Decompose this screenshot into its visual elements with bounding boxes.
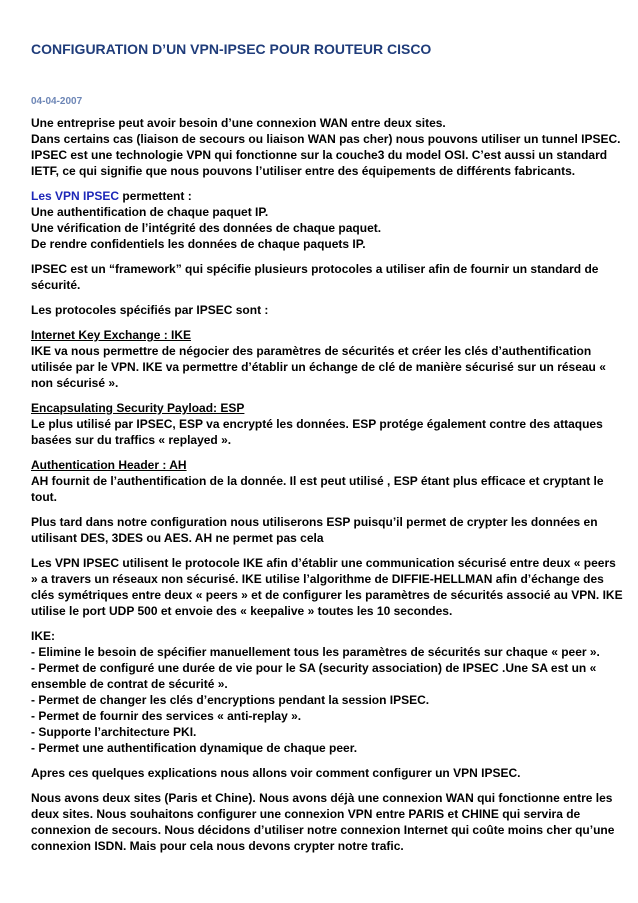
text-line: Les VPN IPSEC utilisent le protocole IKE afin d’établir une communication sécurisé entre deux « peers bbox=[31, 556, 616, 570]
vpn-ipsec-link[interactable]: Les VPN IPSEC bbox=[31, 189, 120, 203]
text-line: Dans certains cas (liaison de secours ou liaison WAN pas cher) nous pouvons utiliser un tunnel IPSEC. bbox=[31, 132, 621, 146]
text-line: tout. bbox=[31, 490, 57, 504]
features-paragraph bbox=[31, 188, 635, 252]
text-line: Une authentification de chaque paquet IP. bbox=[31, 205, 269, 219]
text-line: deux sites. Nous souhaitons configurer une connexion VPN entre PARIS et CHINE qui servira de bbox=[31, 807, 581, 821]
text-line: sécurité. bbox=[31, 278, 81, 292]
text-line: IKE va nous permettre de négocier des paramètres de sécurités et créer les clés d’authentification bbox=[31, 344, 592, 358]
intro-paragraph bbox=[31, 115, 635, 179]
ike-usage-paragraph bbox=[31, 555, 635, 619]
ah-heading: Authentication Header : AH bbox=[31, 458, 187, 472]
text-line: Nous avons deux sites (Paris et Chine). Nous avons déjà une connexion WAN qui fonctionne entre les bbox=[31, 791, 613, 805]
text-line: utilise le port UDP 500 et envoie des « keepalive » toutes les 10 secondes. bbox=[31, 604, 453, 618]
ike-benefits-list bbox=[31, 628, 635, 756]
text-line: De rendre confidentiels les données de chaque paquets IP. bbox=[31, 237, 366, 251]
text-line: connexion de secours. Nous décidons d’utiliser notre connexion Internet qui coûte moins cher qu’une bbox=[31, 823, 615, 837]
scenario-paragraph bbox=[31, 790, 635, 854]
document-body bbox=[31, 115, 635, 863]
ah-section bbox=[31, 457, 635, 505]
list-item: - Permet une authentification dynamique de chaque peer. bbox=[31, 741, 358, 755]
protocols-intro bbox=[31, 302, 635, 318]
ike-heading: Internet Key Exchange : IKE bbox=[31, 328, 192, 342]
text-line: Une vérification de l’intégrité des données de chaque paquet. bbox=[31, 221, 382, 235]
ike-section bbox=[31, 327, 635, 391]
text-line: Les protocoles spécifiés par IPSEC sont : bbox=[31, 303, 269, 317]
text-line: clés symétriques entre deux « peers » et de configurer les paramètres de sécurités associé au VPN. IKE bbox=[31, 588, 623, 602]
text-line bbox=[31, 188, 635, 204]
text-fragment: permettent : bbox=[119, 189, 192, 203]
text-line: Le plus utilisé par IPSEC, ESP va encrypté les données. ESP protége également contre des attaques bbox=[31, 417, 603, 431]
text-line: connexion ISDN. Mais pour cela nous devons crypter notre trafic. bbox=[31, 839, 404, 853]
text-line: » a travers un réseaux non sécurisé. IKE utilise l’algorithme de DIFFIE-HELLMAN afin d’échange des bbox=[31, 572, 604, 586]
list-heading: IKE: bbox=[31, 629, 55, 643]
text-line: non sécurisé ». bbox=[31, 376, 119, 390]
text-line: IPSEC est une technologie VPN qui fonctionne sur la couche3 du model OSI. C’est aussi un standard bbox=[31, 148, 608, 162]
esp-choice-paragraph bbox=[31, 514, 635, 546]
text-line: IPSEC est un “framework” qui spécifie plusieurs protocoles a utiliser afin de fournir un standard de bbox=[31, 262, 599, 276]
transition-paragraph bbox=[31, 765, 635, 781]
text-line: utilisant DES, 3DES ou AES. AH ne permet pas cela bbox=[31, 531, 324, 545]
text-line: Plus tard dans notre configuration nous utiliserons ESP puisqu’il permet de crypter les données en bbox=[31, 515, 598, 529]
list-item: ensemble de contrat de sécurité ». bbox=[31, 677, 228, 691]
list-item: - Permet de fournir des services « anti-replay ». bbox=[31, 709, 302, 723]
text-line: basées sur du traffics « replayed ». bbox=[31, 433, 232, 447]
text-line: IETF, ce qui signifie que nous pouvons l’utiliser entre des équipements de différents fabricants. bbox=[31, 164, 576, 178]
framework-paragraph bbox=[31, 261, 635, 293]
text-line: AH fournit de l’authentification de la donnée. Il est peut utilisé , ESP étant plus efficace et cryptant le bbox=[31, 474, 604, 488]
list-item: - Permet de configuré une durée de vie pour le SA (security association) de IPSEC .Une SA est un « bbox=[31, 661, 597, 675]
text-line: Apres ces quelques explications nous allons voir comment configurer un VPN IPSEC. bbox=[31, 766, 521, 780]
list-item: - Supporte l’architecture PKI. bbox=[31, 725, 197, 739]
text-line: Une entreprise peut avoir besoin d’une connexion WAN entre deux sites. bbox=[31, 116, 446, 130]
esp-section bbox=[31, 400, 635, 448]
list-item: - Permet de changer les clés d’encryptions pendant la session IPSEC. bbox=[31, 693, 430, 707]
document-date: 04-04-2007 bbox=[31, 96, 83, 107]
document-title: CONFIGURATION D’UN VPN-IPSEC POUR ROUTEUR CISCO bbox=[31, 41, 432, 57]
esp-heading: Encapsulating Security Payload: ESP bbox=[31, 401, 245, 415]
text-line: utilisée par le VPN. IKE va permettre d’établir un échange de clé de manière sécurisé sur un réseau « bbox=[31, 360, 606, 374]
list-item: - Elimine le besoin de spécifier manuellement tous les paramètres de sécurités sur chaque « peer ». bbox=[31, 645, 600, 659]
